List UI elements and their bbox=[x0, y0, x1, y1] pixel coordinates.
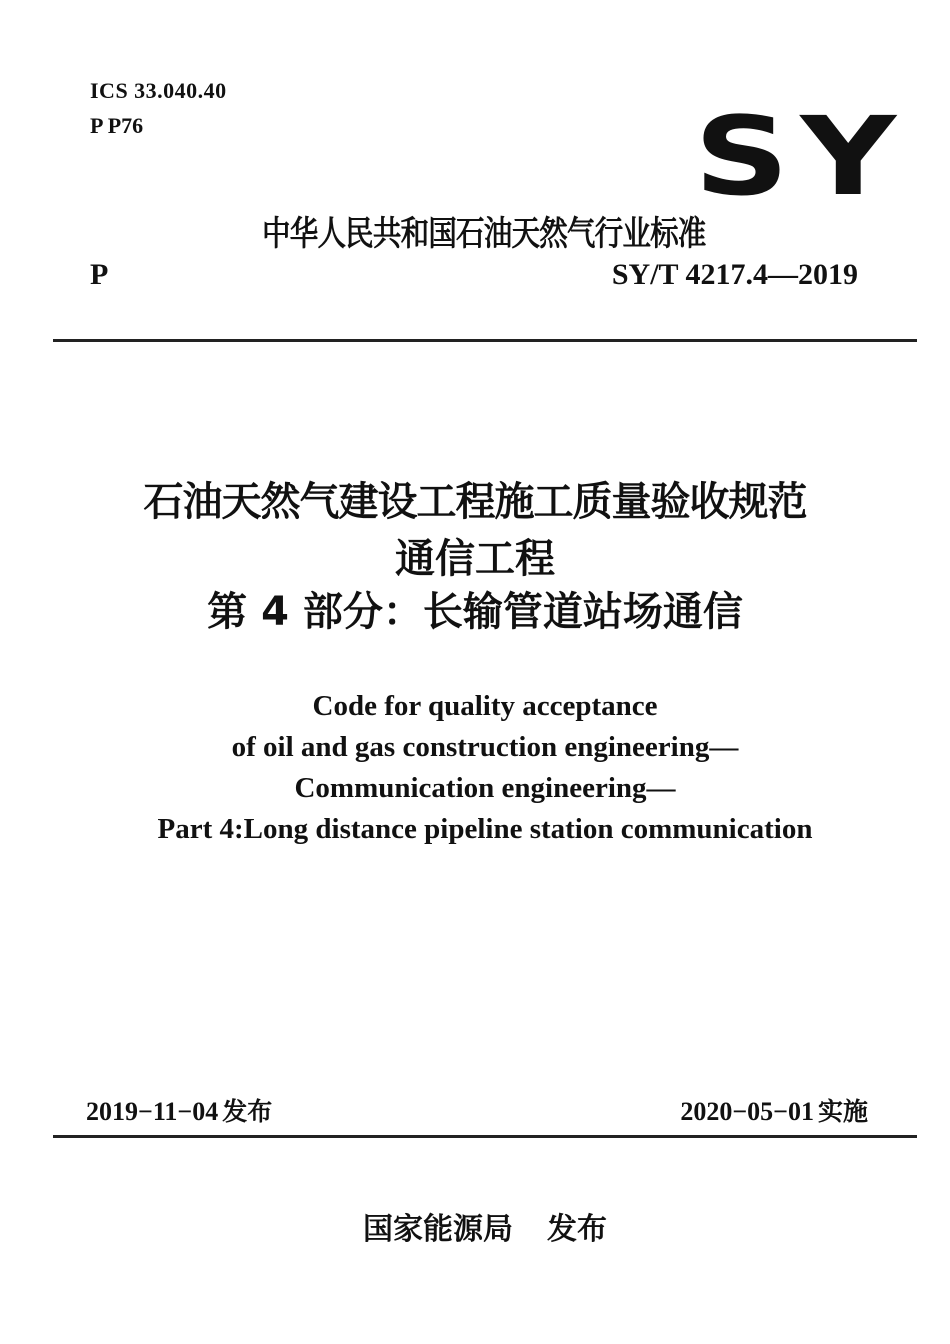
issue-date-label: 发布 bbox=[222, 1097, 273, 1126]
english-title-line-4: Part 4:Long distance pipeline station communication bbox=[157, 813, 813, 845]
top-divider bbox=[53, 339, 917, 342]
english-title-line-3: Communication engineering— bbox=[294, 772, 676, 804]
english-title-line-2: of oil and gas construction engineering— bbox=[231, 731, 739, 763]
sy-logo: SY bbox=[694, 92, 908, 220]
english-title-line-1: Code for quality acceptance bbox=[312, 690, 658, 722]
chinese-title-line-2: 通信工程 bbox=[395, 536, 555, 582]
chinese-title-line-1: 石油天然气建设工程施工质量验收规范 bbox=[143, 479, 807, 525]
bottom-divider bbox=[53, 1135, 917, 1138]
implementation-date bbox=[680, 1092, 868, 1128]
chinese-title-line-3: 第 4 部分：长输管道站场通信 bbox=[207, 589, 743, 635]
publisher-name: 国家能源局 bbox=[363, 1212, 513, 1247]
issue-date bbox=[86, 1092, 272, 1128]
publisher bbox=[0, 1204, 950, 1248]
implementation-date-label: 实施 bbox=[817, 1097, 868, 1126]
standard-number: SY/T 4217.4—2019 bbox=[611, 258, 858, 291]
issuer-title: 中华人民共和国石油天然气行业标准 bbox=[262, 214, 706, 254]
classification-letter: P bbox=[90, 258, 109, 291]
ccs-code: P P76 bbox=[90, 113, 144, 138]
implementation-date-value: 2020−05−01 bbox=[680, 1097, 814, 1126]
issue-date-value: 2019−11−04 bbox=[86, 1097, 219, 1126]
publisher-action: 发布 bbox=[547, 1212, 607, 1247]
ics-code: ICS 33.040.40 bbox=[90, 78, 227, 103]
